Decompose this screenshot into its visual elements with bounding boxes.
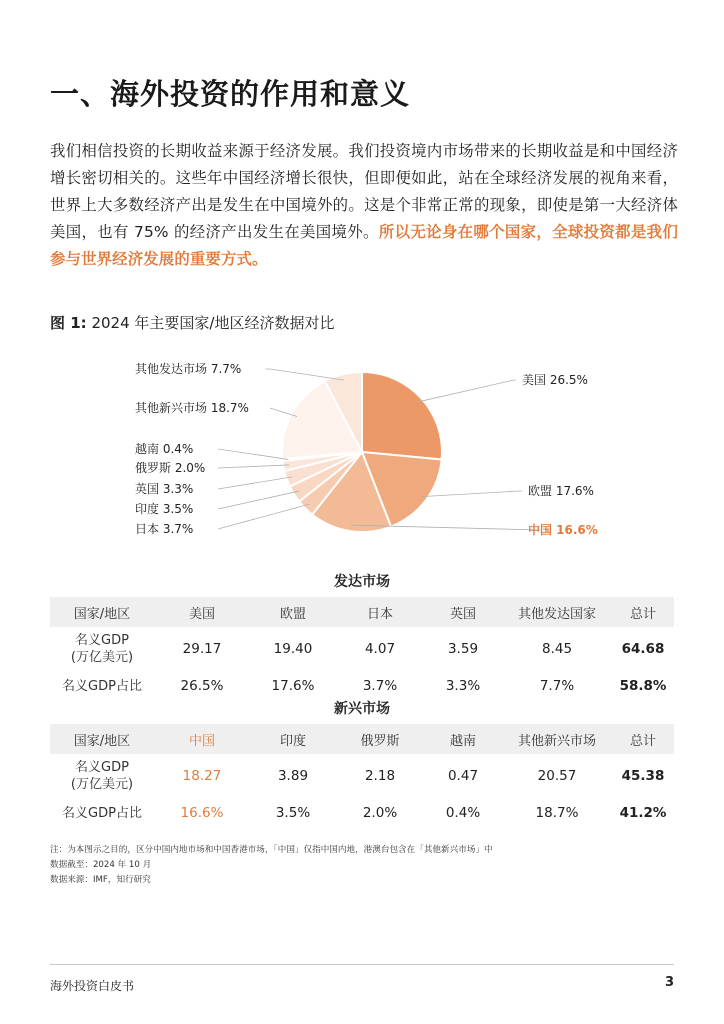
table-row bbox=[50, 671, 674, 701]
column-header: 越南 bbox=[424, 724, 502, 754]
row-label-line: (万亿美元) bbox=[70, 777, 134, 792]
pie-label-日本: 日本 3.7% bbox=[135, 522, 194, 536]
column-header: 日本 bbox=[336, 597, 424, 627]
intro-text: 我们相信投资的长期收益来源于经济发展。我们投资境内市场带来的长期收益是和中国经济增长密切相关的。这些年中国经济增长很快，但即便如此，站在全球经济发展的视角来看，世界上大多数经济产出是发生在中国境外的。这是个非常正常的现象，即使是第一大经济体美国，也有 75% 的经济产出发生在美国境外。 bbox=[50, 142, 678, 241]
table-row bbox=[50, 627, 674, 671]
intro-highlight: 所以无论身在哪个国家，全球投资都是我们参与世界经济发展的重要方式。 bbox=[50, 223, 678, 268]
row-label-line: 名义GDP bbox=[75, 760, 129, 775]
footnote: 注：为本图示之目的，区分中国内地市场和中国香港市场，「中国」仅指中国内地，港澳台包含在「其他新兴市场」中 bbox=[50, 845, 493, 855]
pie-label-中国: 中国 16.6% bbox=[528, 523, 598, 537]
table-cell: 2.0% bbox=[362, 805, 398, 821]
table-cell: 3.3% bbox=[445, 678, 481, 694]
table-cell: 18.7% bbox=[535, 805, 579, 821]
leader-line-英国 bbox=[218, 477, 292, 489]
column-header: 美国 bbox=[154, 597, 250, 627]
row-label: 名义GDP占比 bbox=[62, 805, 142, 821]
emerging-market-title: 新兴市场 bbox=[334, 701, 390, 717]
pie-label-英国: 英国 3.3% bbox=[135, 482, 194, 496]
leader-line-日本 bbox=[218, 504, 310, 529]
developed-market-title: 发达市场 bbox=[334, 574, 390, 590]
table-cell: 4.07 bbox=[364, 641, 396, 657]
pie-label-美国: 美国 26.5% bbox=[522, 373, 588, 387]
table-cell: 17.6% bbox=[271, 678, 315, 694]
column-header: 中国 bbox=[154, 724, 250, 754]
table-cell: 16.6% bbox=[180, 805, 224, 821]
table-cell: 2.18 bbox=[364, 768, 396, 784]
column-header: 俄罗斯 bbox=[336, 724, 424, 754]
column-header: 印度 bbox=[250, 724, 336, 754]
pie-label-其他发达市场: 其他发达市场 7.7% bbox=[135, 362, 242, 376]
leader-line-俄罗斯 bbox=[218, 465, 289, 468]
figure-label: 图 1: bbox=[50, 314, 87, 332]
row-label: 名义GDP占比 bbox=[62, 678, 142, 694]
table-cell: 3.5% bbox=[275, 805, 311, 821]
table-cell: 29.17 bbox=[182, 641, 222, 657]
table-cell: 0.4% bbox=[445, 805, 481, 821]
figure-title bbox=[50, 312, 334, 333]
section-heading: 一、海外投资的作用和意义 bbox=[50, 77, 411, 111]
column-header: 欧盟 bbox=[250, 597, 336, 627]
table-cell: 26.5% bbox=[180, 678, 224, 694]
pie-label-印度: 印度 3.5% bbox=[135, 502, 194, 516]
developed-market-table bbox=[50, 597, 674, 701]
figure-caption: 2024 年主要国家/地区经济数据对比 bbox=[91, 314, 335, 332]
table-header-row bbox=[50, 724, 674, 754]
footer-title: 海外投资白皮书 bbox=[50, 979, 135, 993]
footnote: 数据截至：2024 年 10 月 bbox=[50, 860, 152, 870]
table-cell-total: 64.68 bbox=[621, 641, 665, 657]
pie-chart bbox=[0, 340, 724, 550]
column-header: 国家/地区 bbox=[50, 724, 154, 754]
pie-label-越南: 越南 0.4% bbox=[135, 442, 194, 456]
leader-line-欧盟 bbox=[421, 491, 522, 497]
pie-label-欧盟: 欧盟 17.6% bbox=[528, 484, 594, 498]
footnotes bbox=[50, 843, 493, 888]
table-cell: 0.47 bbox=[447, 768, 479, 784]
column-header: 其他新兴市场 bbox=[502, 724, 612, 754]
footer-divider bbox=[50, 964, 674, 965]
column-header: 英国 bbox=[424, 597, 502, 627]
table-cell: 7.7% bbox=[539, 678, 575, 694]
table-cell: 3.7% bbox=[362, 678, 398, 694]
table-row bbox=[50, 798, 674, 828]
page-number: 3 bbox=[664, 975, 674, 990]
table-row bbox=[50, 754, 674, 798]
row-label bbox=[50, 627, 154, 671]
column-header: 其他发达国家 bbox=[502, 597, 612, 627]
leader-line-印度 bbox=[218, 491, 299, 509]
table-cell: 8.45 bbox=[541, 641, 573, 657]
table-cell: 20.57 bbox=[537, 768, 577, 784]
leader-line-美国 bbox=[417, 380, 516, 402]
column-header: 总计 bbox=[612, 597, 674, 627]
row-label-line: 名义GDP bbox=[75, 633, 129, 648]
intro-paragraph bbox=[50, 138, 678, 273]
footnote: 数据来源：IMF，知行研究 bbox=[50, 875, 151, 885]
pie-slices bbox=[282, 372, 442, 532]
pie-slice-美国 bbox=[362, 372, 442, 460]
table-cell: 3.89 bbox=[277, 768, 309, 784]
pie-label-其他新兴市场: 其他新兴市场 18.7% bbox=[135, 401, 249, 415]
table-cell: 19.40 bbox=[273, 641, 313, 657]
pie-label-俄罗斯: 俄罗斯 2.0% bbox=[135, 461, 206, 475]
table-cell: 18.27 bbox=[182, 768, 222, 784]
row-label bbox=[50, 754, 154, 798]
table-cell-total: 58.8% bbox=[619, 678, 667, 694]
leader-line-越南 bbox=[218, 449, 288, 459]
table-header-row bbox=[50, 597, 674, 627]
column-header: 总计 bbox=[612, 724, 674, 754]
row-label-line: (万亿美元) bbox=[70, 650, 134, 665]
table-cell-total: 45.38 bbox=[621, 768, 665, 784]
table-cell-total: 41.2% bbox=[619, 805, 667, 821]
table-cell: 3.59 bbox=[447, 641, 479, 657]
column-header: 国家/地区 bbox=[50, 597, 154, 627]
leader-line-其他发达市场 bbox=[266, 369, 345, 380]
emerging-market-table bbox=[50, 724, 674, 828]
